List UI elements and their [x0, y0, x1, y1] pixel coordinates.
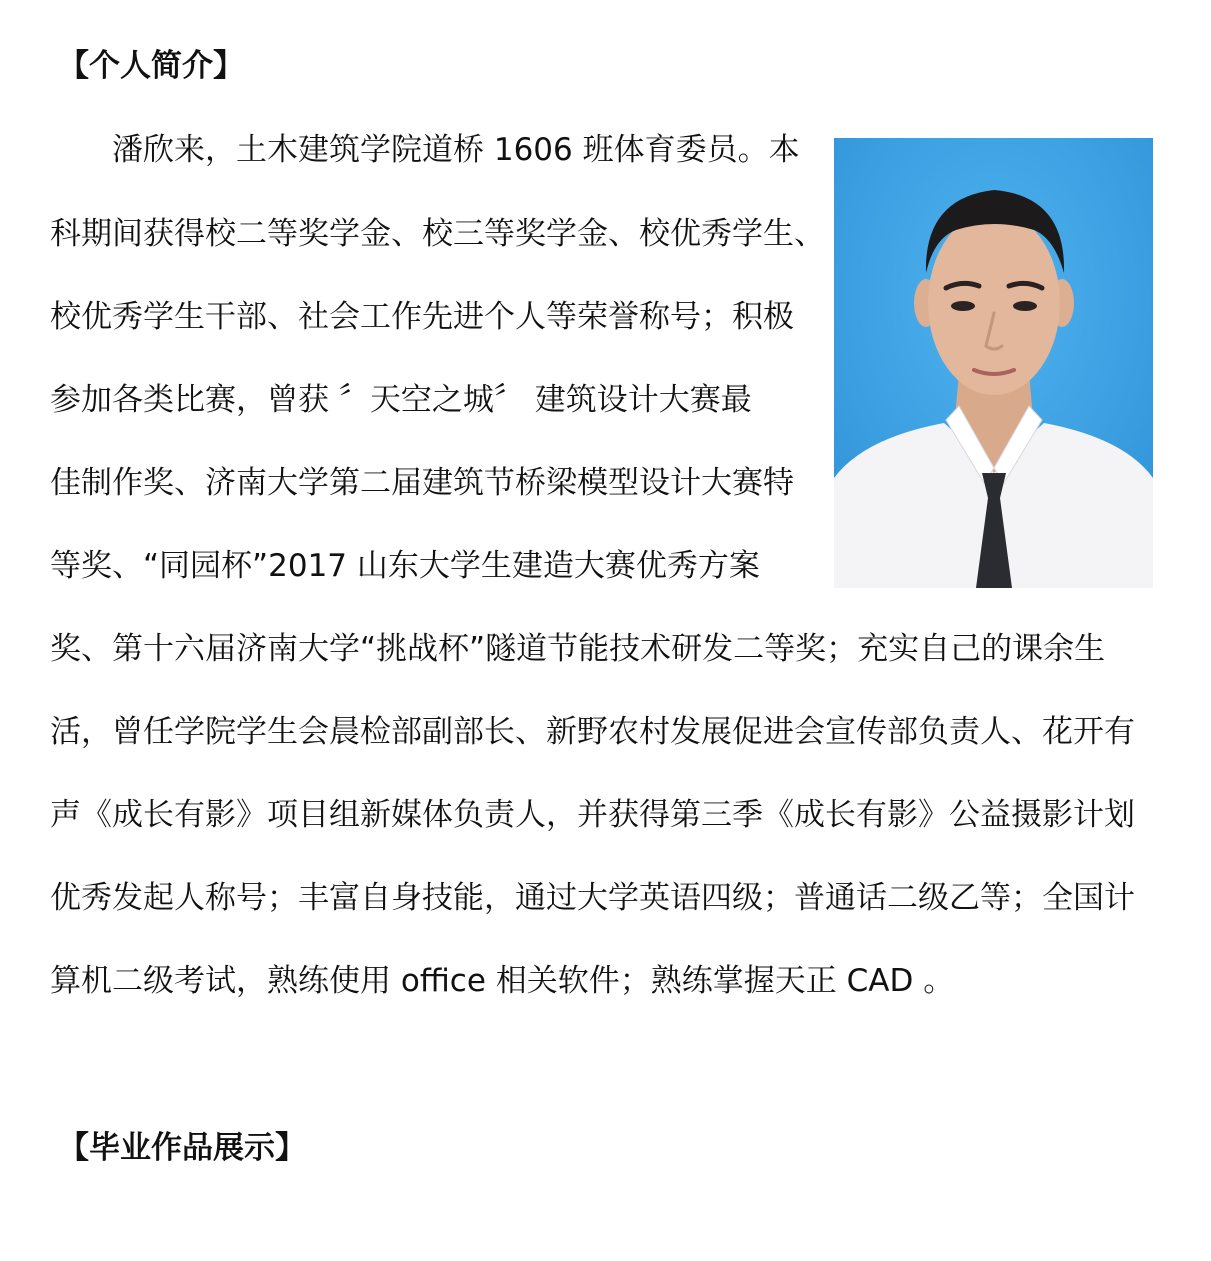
eye-left	[951, 301, 975, 311]
bio-line: 优秀发起人称号；丰富自身技能，通过大学英语四级；普通话二级乙等；全国计	[50, 880, 1135, 916]
bio-line: 等奖、“同园杯”2017 山东大学生建造大赛优秀方案	[50, 548, 760, 584]
section-heading-intro: 【个人简介】	[58, 48, 244, 84]
bio-line: 声《成长有影》项目组新媒体负责人，并获得第三季《成长有影》公益摄影计划	[50, 797, 1135, 833]
bio-line: 奖、第十六届济南大学“挑战杯”隧道节能技术研发二等奖；充实自己的课余生	[50, 631, 1106, 667]
face	[928, 211, 1060, 395]
bio-line: 潘欣来，土木建筑学院道桥 1606 班体育委员。本	[50, 132, 800, 168]
eye-right	[1013, 301, 1037, 311]
bio-line: 算机二级考试，熟练使用 office 相关软件；熟练掌握天正 CAD 。	[50, 963, 955, 999]
bio-line: 校优秀学生干部、社会工作先进个人等荣誉称号；积极	[50, 299, 794, 335]
bio-line: 佳制作奖、济南大学第二届建筑节桥梁模型设计大赛特	[50, 465, 794, 501]
bio-line: 科期间获得校二等奖学金、校三等奖学金、校优秀学生、	[50, 216, 825, 252]
bio-line: 活，曾任学院学生会晨检部副部长、新野农村发展促进会宣传部负责人、花开有	[50, 714, 1135, 750]
section-heading-works: 【毕业作品展示】	[58, 1130, 306, 1166]
bio-line: 参加各类比赛，曾获 〞天空之城〞 建筑设计大赛最	[50, 382, 752, 418]
portrait-photo	[834, 138, 1153, 588]
portrait-illustration	[834, 138, 1153, 588]
